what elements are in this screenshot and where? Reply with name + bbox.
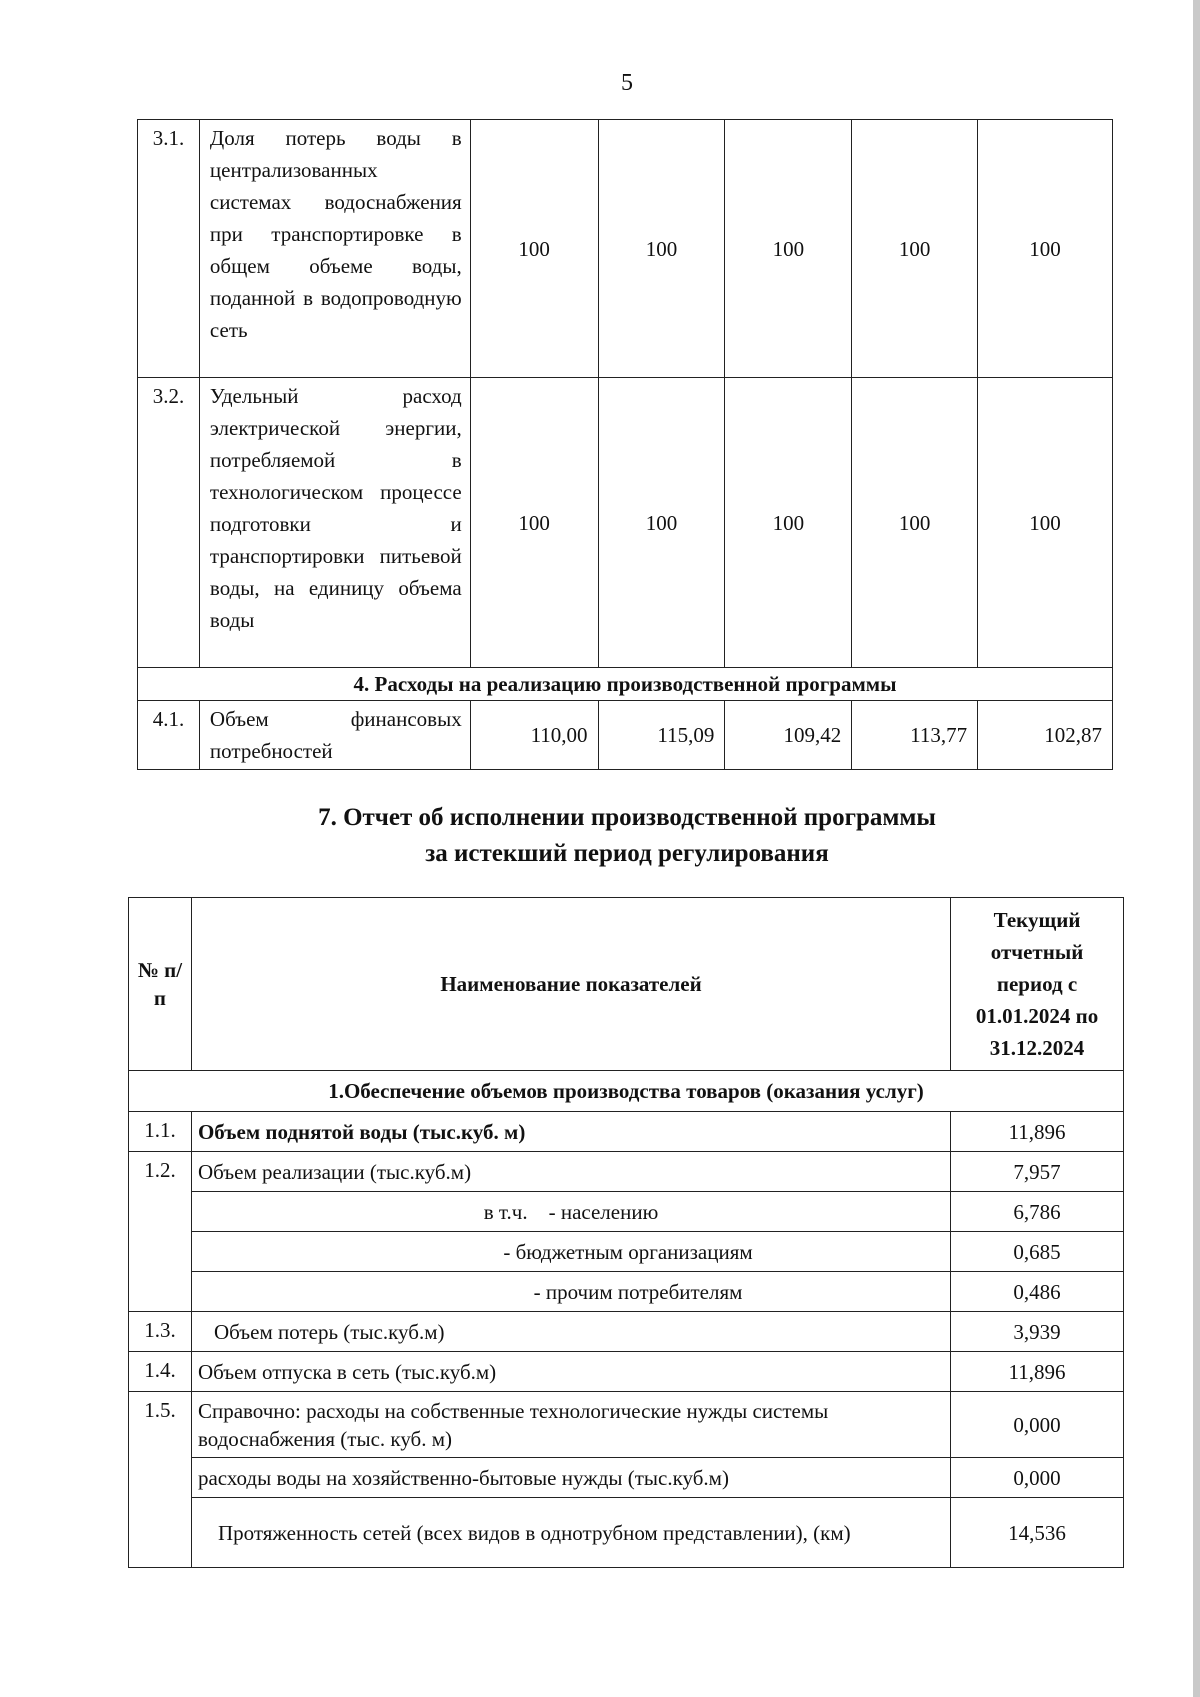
- indicator-name: Доля потерь воды в централизованных системах водоснабжения при транспортировке в общем объеме воды, поданной в водопроводную сеть: [199, 120, 470, 378]
- indicator-name: Объем отпуска в сеть (тыс.куб.м): [191, 1352, 950, 1392]
- row-number: 1.4.: [129, 1352, 192, 1392]
- section-title: [0, 800, 1200, 872]
- indicator-name: Объем потерь (тыс.куб.м): [191, 1312, 950, 1352]
- indicator-name: Объем реализации (тыс.куб.м): [191, 1152, 950, 1192]
- table-row: [129, 1312, 1124, 1352]
- value-cell: 0,000: [951, 1392, 1124, 1458]
- value-cell: 0,685: [951, 1232, 1124, 1272]
- table-row: [129, 1232, 1124, 1272]
- indicator-name: - бюджетным организациям: [191, 1232, 950, 1272]
- value-cell: 102,87: [978, 701, 1113, 770]
- value-cell: 14,536: [951, 1498, 1124, 1568]
- table-row: [138, 378, 1113, 668]
- indicator-name: Протяженность сетей (всех видов в однотрубном представлении), (км): [191, 1498, 950, 1568]
- indicator-name: Объем финансовых потребностей: [199, 701, 470, 770]
- indicator-name: - прочим потребителям: [191, 1272, 950, 1312]
- value-cell: 110,00: [470, 701, 598, 770]
- header-period: Текущий отчетный период с 01.01.2024 по 31.12.2024: [951, 898, 1124, 1071]
- section-title-line2: за истекший период регулирования: [425, 840, 829, 867]
- value-cell: 100: [725, 120, 852, 378]
- indicator-name: расходы воды на хозяйственно-бытовые нужды (тыс.куб.м): [191, 1458, 950, 1498]
- section-heading: 1.Обеспечение объемов производства товаров (оказания услуг): [129, 1071, 1124, 1112]
- value-cell: 11,896: [951, 1352, 1124, 1392]
- section-title-line1: 7. Отчет об исполнении производственной программы: [318, 804, 936, 831]
- indicators-table-continued: [137, 119, 1113, 770]
- report-table: [128, 897, 1124, 1568]
- value-cell: 0,486: [951, 1272, 1124, 1312]
- value-cell: 100: [598, 120, 725, 378]
- section-row: [129, 1071, 1124, 1112]
- table-row: [138, 701, 1113, 770]
- value-cell: 7,957: [951, 1152, 1124, 1192]
- row-number: 3.1.: [138, 120, 200, 378]
- table-row: [138, 120, 1113, 378]
- section-row: [138, 668, 1113, 701]
- value-cell: 100: [852, 378, 978, 668]
- table-row: [129, 1272, 1124, 1312]
- indicator-name: в т.ч. - населению: [191, 1192, 950, 1232]
- indicator-name: Удельный расход электрической энергии, потребляемой в технологическом процессе подготовки и транспортировки питьевой воды, на единицу объема воды: [199, 378, 470, 668]
- row-number: 1.1.: [129, 1112, 192, 1152]
- value-cell: 109,42: [725, 701, 852, 770]
- table-row: [129, 1352, 1124, 1392]
- row-number: 1.5.: [129, 1392, 192, 1568]
- value-cell: 100: [470, 378, 598, 668]
- value-cell: 100: [598, 378, 725, 668]
- indicator-name: Объем поднятой воды (тыс.куб. м): [191, 1112, 950, 1152]
- row-number: 3.2.: [138, 378, 200, 668]
- header-name: Наименование показателей: [191, 898, 950, 1071]
- row-number: 4.1.: [138, 701, 200, 770]
- table-row: [129, 1152, 1124, 1192]
- row-number: 1.3.: [129, 1312, 192, 1352]
- indicator-name: Справочно: расходы на собственные технологические нужды системы водоснабжения (тыс. куб. м): [191, 1392, 950, 1458]
- value-cell: 100: [470, 120, 598, 378]
- value-cell: 115,09: [598, 701, 725, 770]
- header-num: № п/п: [129, 898, 192, 1071]
- value-cell: 100: [852, 120, 978, 378]
- value-cell: 3,939: [951, 1312, 1124, 1352]
- table-row: [129, 1192, 1124, 1232]
- value-cell: 113,77: [852, 701, 978, 770]
- header-row: [129, 898, 1124, 1071]
- value-cell: 100: [978, 120, 1113, 378]
- page-number: 5: [621, 70, 633, 96]
- table-row: [129, 1498, 1124, 1568]
- table-row: [129, 1112, 1124, 1152]
- row-number: 1.2.: [129, 1152, 192, 1312]
- value-cell: 0,000: [951, 1458, 1124, 1498]
- value-cell: 100: [978, 378, 1113, 668]
- value-cell: 100: [725, 378, 852, 668]
- table-row: [129, 1392, 1124, 1458]
- value-cell: 11,896: [951, 1112, 1124, 1152]
- value-cell: 6,786: [951, 1192, 1124, 1232]
- table-row: [129, 1458, 1124, 1498]
- section-heading: 4. Расходы на реализацию производственной программы: [138, 668, 1113, 701]
